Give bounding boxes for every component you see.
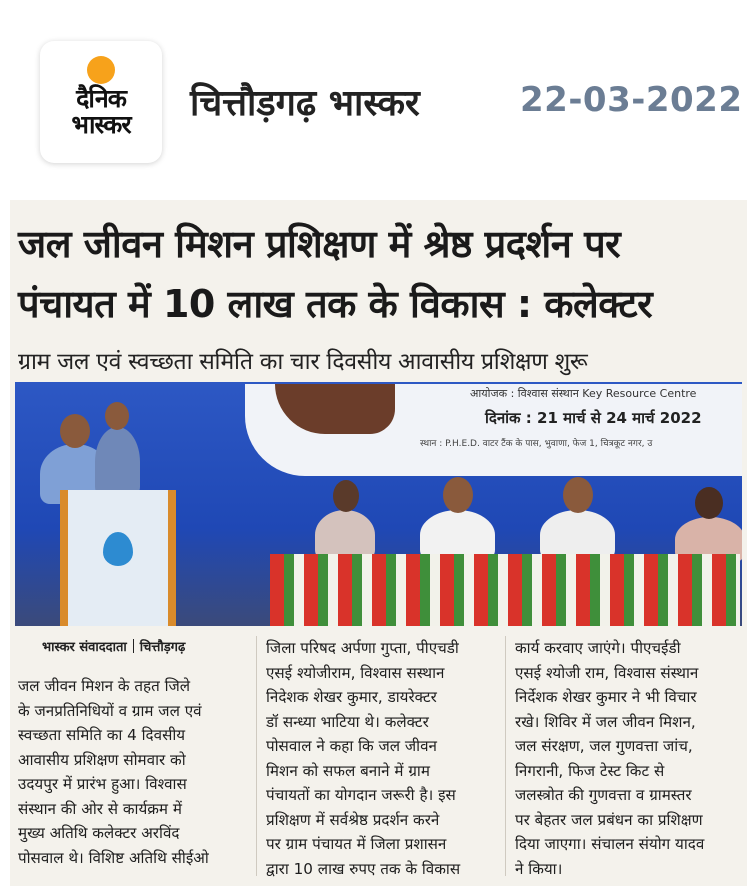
headline-line-2: पंचायत में 10 लाख तक के विकास : कलेक्टर	[18, 282, 653, 326]
article-column-3	[515, 636, 743, 881]
byline-place: चित्तौड़गढ़	[139, 640, 186, 655]
article-line: जलस्त्रोत की गुणवत्ता व ग्रामस्तर	[515, 786, 692, 804]
byline	[42, 637, 185, 655]
guest-4-head	[695, 487, 723, 519]
guest-2	[420, 510, 495, 560]
podium	[60, 490, 176, 626]
article-line: पर बेहतर जल प्रबंधन का प्रशिक्षण	[515, 810, 703, 829]
article-line: के जनप्रतिनिधियों व ग्राम जल एवं	[18, 701, 202, 720]
byline-reporter: भास्कर संवाददाता	[42, 640, 127, 655]
standing-person	[95, 427, 140, 497]
headline-line-1: जल जीवन मिशन प्रशिक्षण में श्रेष्ठ प्रदर्शन पर	[18, 222, 621, 266]
article-line: द्वारा 10 लाख रुपए तक के विकास	[266, 859, 461, 878]
article-line: मुख्य अतिथि कलेक्टर अरविंद	[18, 824, 180, 842]
article-line: आवासीय प्रशिक्षण सोमवार को	[18, 750, 186, 769]
news-clipping	[10, 200, 747, 886]
guest-3-head	[563, 477, 593, 513]
article-line: पोसवाल थे। विशिष्ट अतिथि सीईओ	[18, 848, 209, 867]
article-line: रखे। शिविर में जल जीवन मिशन,	[515, 712, 696, 731]
event-photo	[15, 382, 742, 626]
speaker-head	[60, 414, 90, 448]
guest-1-head	[333, 480, 359, 512]
article-line: जल संरक्षण, जल गुणवत्ता जांच,	[515, 737, 693, 755]
guest-3	[540, 510, 615, 560]
article-line: ने किया।	[515, 859, 563, 878]
article-line: जिला परिषद अर्पणा गुप्ता, पीएचडी	[266, 639, 459, 657]
subheadline: ग्राम जल एवं स्वच्छता समिति का चार दिवसीय आवासीय प्रशिक्षण शुरू	[18, 349, 588, 375]
article-line: निदेशक शेखर कुमार, डायरेक्टर	[266, 688, 437, 706]
article-line: कार्य करवाए जाएंगे। पीएचईडी	[515, 639, 681, 657]
water-drop-icon	[103, 532, 133, 566]
banner-organizer: आयोजक : विश्वास संस्थान Key Resource Centre	[470, 387, 697, 400]
banner-graphic	[275, 384, 395, 434]
publication-date: 22-03-2022	[520, 80, 743, 120]
column-divider	[256, 636, 257, 876]
article-line: प्रशिक्षण में सर्वश्रेष्ठ प्रदर्शन करने	[266, 810, 440, 829]
dainik-bhaskar-logo	[40, 41, 162, 163]
page-header	[0, 0, 755, 190]
article-line: एसई श्योजीराम, विश्वास सस्थान	[266, 663, 445, 682]
edition-title: चित्तौड़गढ़ भास्कर	[190, 83, 420, 124]
guest-1	[315, 510, 375, 560]
article-line: स्वच्छता समिति का 4 दिवसीय	[18, 726, 186, 744]
article-line: जल जीवन मिशन के तहत जिले	[18, 677, 191, 695]
article-line: पंचायतों का योगदान जरूरी है। इस	[266, 786, 456, 804]
logo-line-1: दैनिक	[76, 84, 126, 113]
banner-venue: स्थान : P.H.E.D. वाटर टैंक के पास, भुवाणा, फेज 1, चित्रकूट नगर, उ	[420, 439, 653, 449]
logo-line-2: भास्कर	[71, 110, 131, 139]
article-line: एसई श्योजी राम, विश्वास संस्थान	[515, 663, 699, 682]
event-banner	[245, 384, 742, 476]
banner-date: दिनांक : 21 मार्च से 24 मार्च 2022	[485, 409, 702, 427]
guest-2-head	[443, 477, 473, 513]
column-divider	[505, 636, 506, 876]
article-line: निगरानी, फिज टेस्ट किट से	[515, 761, 665, 780]
article-line: संस्थान की ओर से कार्यक्रम में	[18, 799, 182, 818]
article-column-1	[18, 674, 246, 870]
article-line: डॉ सन्ध्या भाटिया थे। कलेक्टर	[266, 712, 429, 731]
article-line: दिया जाएगा। संचालन संयोग यादव	[515, 835, 705, 853]
article-line: मिशन को सफल बनाने में ग्राम	[266, 761, 430, 780]
article-line: निर्देशक शेखर कुमार ने भी विचार	[515, 688, 697, 706]
standing-person-head	[105, 402, 129, 430]
article-column-2	[266, 636, 494, 881]
article-line: उदयपुर में प्रारंभ हुआ। विश्वास	[18, 775, 187, 793]
flower-decorated-table	[270, 554, 740, 626]
sun-icon	[87, 56, 115, 84]
article-line: पर ग्राम पंचायत में जिला प्रशासन	[266, 835, 447, 853]
article-line: पोसवाल ने कहा कि जल जीवन	[266, 737, 437, 755]
